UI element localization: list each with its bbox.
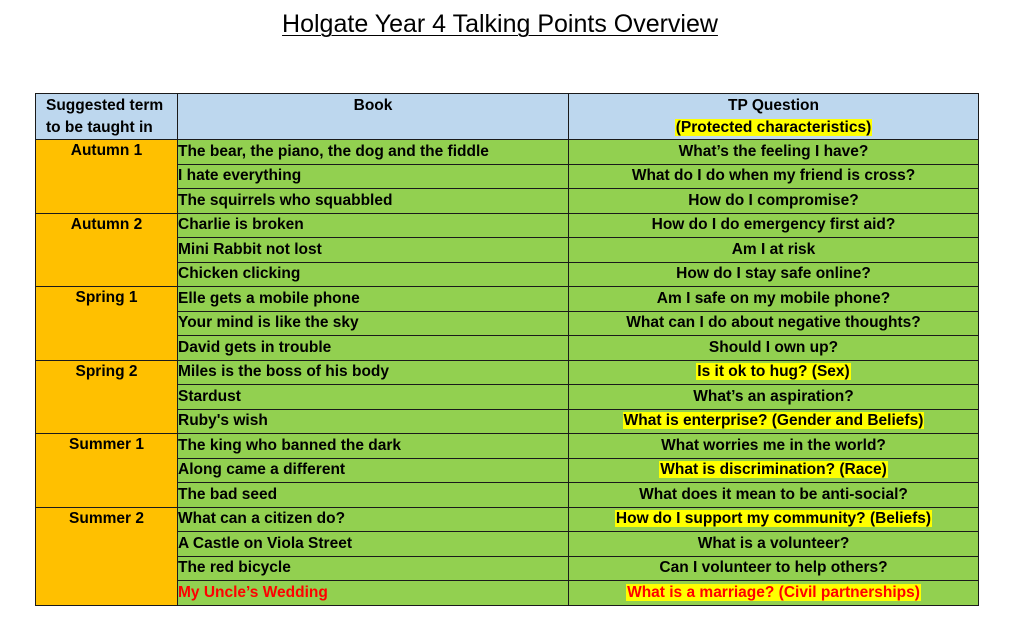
question-cell (569, 507, 979, 532)
term-cell: Autumn 1 (36, 140, 178, 214)
talking-points-table (35, 93, 979, 606)
table-row (36, 532, 979, 557)
book-cell: The squirrels who squabbled (178, 189, 569, 214)
table-row (36, 483, 979, 508)
question-cell: What do I do when my friend is cross? (569, 164, 979, 189)
book-column-header: Book (178, 94, 569, 140)
question-cell: Am I at risk (569, 238, 979, 263)
book-cell: Miles is the boss of his body (178, 360, 569, 385)
book-cell: The bad seed (178, 483, 569, 508)
question-header-line1: TP Question (727, 97, 819, 114)
question-cell: Can I volunteer to help others? (569, 556, 979, 581)
highlighted-question: What is discrimination? (Race) (660, 461, 887, 479)
book-cell: David gets in trouble (178, 336, 569, 361)
table-row (36, 385, 979, 410)
book-cell: Charlie is broken (178, 213, 569, 238)
book-cell: My Uncle’s Wedding (178, 581, 569, 606)
table-row (36, 556, 979, 581)
book-cell: A Castle on Viola Street (178, 532, 569, 557)
highlighted-question: Is it ok to hug? (Sex) (697, 363, 850, 381)
book-cell: The bear, the piano, the dog and the fiddle (178, 140, 569, 165)
table-row (36, 238, 979, 263)
term-cell: Summer 2 (36, 507, 178, 605)
book-cell: The red bicycle (178, 556, 569, 581)
question-cell (569, 458, 979, 483)
table-row (36, 336, 979, 361)
book-cell: Along came a different (178, 458, 569, 483)
question-cell: What is a volunteer? (569, 532, 979, 557)
question-cell: What worries me in the world? (569, 434, 979, 459)
question-header-line2: (Protected characteristics) (675, 119, 872, 136)
table-row (36, 287, 979, 312)
question-cell (569, 409, 979, 434)
book-cell: Elle gets a mobile phone (178, 287, 569, 312)
table-row (36, 360, 979, 385)
book-cell: Ruby's wish (178, 409, 569, 434)
question-cell (569, 581, 979, 606)
term-cell: Summer 1 (36, 434, 178, 508)
question-cell: What does it mean to be anti-social? (569, 483, 979, 508)
table-row (36, 581, 979, 606)
page-title: Holgate Year 4 Talking Points Overview (282, 10, 718, 38)
question-cell (569, 360, 979, 385)
question-cell: What’s the feeling I have? (569, 140, 979, 165)
highlighted-question: What is a marriage? (Civil partnerships) (627, 583, 920, 601)
table-row (36, 434, 979, 459)
table-row (36, 507, 979, 532)
table-row (36, 213, 979, 238)
question-cell: What can I do about negative thoughts? (569, 311, 979, 336)
highlighted-question: How do I support my community? (Beliefs) (615, 510, 932, 528)
book-cell: Stardust (178, 385, 569, 410)
question-cell: How do I compromise? (569, 189, 979, 214)
table-row (36, 409, 979, 434)
term-header-line2: to be taught in (46, 119, 153, 136)
table-row (36, 311, 979, 336)
book-cell: Mini Rabbit not lost (178, 238, 569, 263)
table-row (36, 458, 979, 483)
term-header-line1: Suggested term (46, 97, 164, 114)
book-cell: What can a citizen do? (178, 507, 569, 532)
term-column-header (36, 94, 178, 140)
question-cell: What’s an aspiration? (569, 385, 979, 410)
table-row (36, 140, 979, 165)
question-column-header (569, 94, 979, 140)
question-cell: How do I stay safe online? (569, 262, 979, 287)
highlighted-question: What is enterprise? (Gender and Beliefs) (623, 412, 924, 430)
table-row (36, 164, 979, 189)
header-row (36, 94, 979, 140)
term-cell: Spring 2 (36, 360, 178, 434)
book-cell: The king who banned the dark (178, 434, 569, 459)
question-cell: How do I do emergency first aid? (569, 213, 979, 238)
book-cell: Your mind is like the sky (178, 311, 569, 336)
book-cell: Chicken clicking (178, 262, 569, 287)
term-cell: Autumn 2 (36, 213, 178, 287)
question-cell: Should I own up? (569, 336, 979, 361)
table-row (36, 262, 979, 287)
question-cell: Am I safe on my mobile phone? (569, 287, 979, 312)
book-cell: I hate everything (178, 164, 569, 189)
table-row (36, 189, 979, 214)
term-cell: Spring 1 (36, 287, 178, 361)
